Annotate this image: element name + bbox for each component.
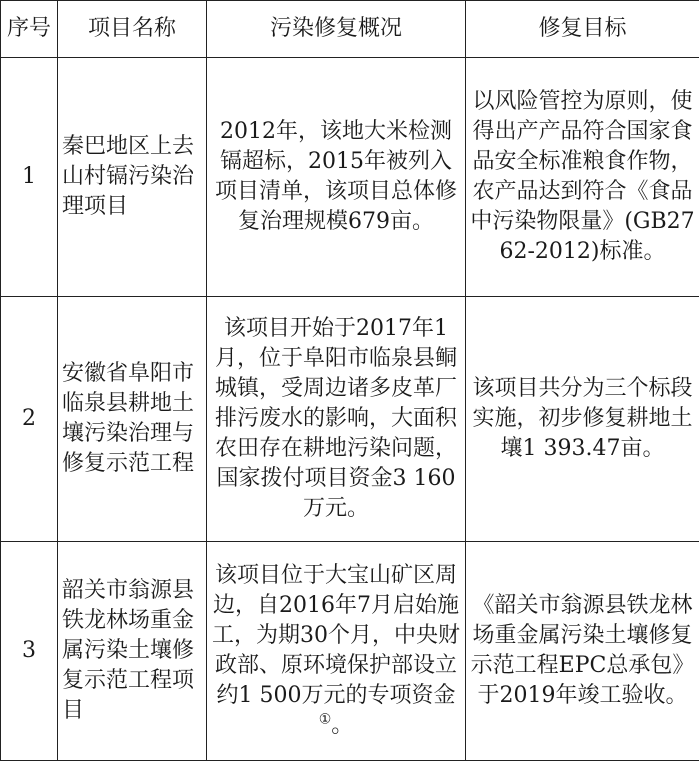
header-pollution-summary: 污染修复概况 xyxy=(207,1,466,58)
header-remediation-goal: 修复目标 xyxy=(466,1,699,58)
table-row xyxy=(1,297,699,542)
row-serial-number: 1 xyxy=(1,58,58,297)
header-serial-number: 序号 xyxy=(1,1,58,58)
row-pollution-summary: 2012年，该地大米检测镉超标，2015年被列入项目清单，该项目总体修复治理规模679亩。 xyxy=(207,58,466,297)
row-serial-number: 2 xyxy=(1,297,58,542)
row-serial-number: 3 xyxy=(1,542,58,761)
header-project-name: 项目名称 xyxy=(58,1,207,58)
row-remediation-goal: 以风险管控为原则，使得出产产品符合国家食品安全标准粮食作物，农产品达到符合《食品中污染物限量》(GB2762-2012)标准。 xyxy=(466,58,699,297)
row-remediation-goal: 《韶关市翁源县铁龙林场重金属污染土壤修复示范工程EPC总承包》于2019年竣工验收。 xyxy=(466,542,699,761)
row-project-name: 安徽省阜阳市临泉县耕地土壤污染治理与修复示范工程 xyxy=(58,297,207,542)
table-header-row xyxy=(1,1,699,58)
summary-text: 该项目位于大宝山矿区周边，自2016年7月启始施工，为期30个月，中央财政部、原环境保护部设立约1 500万元的专项资金 xyxy=(212,563,460,708)
table-row xyxy=(1,58,699,297)
row-remediation-goal: 该项目共分为三个标段实施，初步修复耕地土壤1 393.47亩。 xyxy=(466,297,699,542)
row-project-name: 秦巴地区上去山村镉污染治理项目 xyxy=(58,58,207,297)
row-project-name: 韶关市翁源县铁龙林场重金属污染土壤修复示范工程项目 xyxy=(58,542,207,761)
row-pollution-summary: 该项目开始于2017年1月，位于阜阳市临泉县鲖城镇，受周边诸多皮革厂排污废水的影响，大面积农田存在耕地污染问题，国家拨付项目资金3 160万元。 xyxy=(207,297,466,542)
summary-end-punct: 。 xyxy=(331,713,354,738)
table-row xyxy=(1,542,699,761)
footnote-marker: ① xyxy=(318,711,332,728)
row-pollution-summary xyxy=(207,542,466,761)
